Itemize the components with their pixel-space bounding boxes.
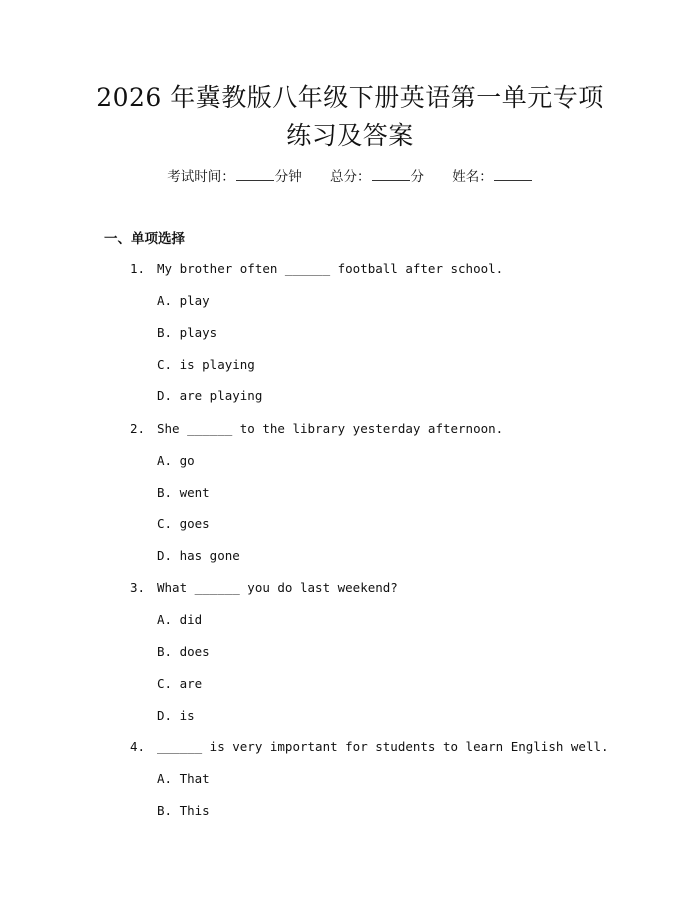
answer-option: B. plays bbox=[157, 325, 218, 340]
question-text: ______ is very important for students to learn English well. bbox=[157, 739, 609, 754]
exam-info-line bbox=[0, 166, 700, 188]
exam-time-unit: 分钟 bbox=[274, 169, 302, 185]
answer-option: C. is playing bbox=[157, 357, 255, 372]
document-title-line-2: 练习及答案 bbox=[286, 121, 414, 150]
question-number: 1. bbox=[130, 261, 146, 276]
question-text: She ______ to the library yesterday afternoon. bbox=[157, 421, 504, 436]
question-number: 3. bbox=[130, 580, 146, 595]
answer-option: B. went bbox=[157, 485, 210, 500]
total-score-unit: 分 bbox=[410, 169, 424, 185]
question-text: What ______ you do last weekend? bbox=[157, 580, 398, 595]
question-number: 2. bbox=[130, 421, 146, 436]
student-name-blank bbox=[494, 166, 532, 181]
answer-option: C. goes bbox=[157, 516, 210, 531]
answer-option: C. are bbox=[157, 676, 203, 691]
question-text: My brother often ______ football after school. bbox=[157, 261, 504, 276]
total-score-field bbox=[330, 169, 424, 185]
answer-option: D. has gone bbox=[157, 548, 240, 563]
exam-time-field bbox=[167, 169, 302, 185]
student-name-field bbox=[452, 169, 533, 185]
exam-time-label: 考试时间： bbox=[167, 169, 235, 185]
question-number: 4. bbox=[130, 739, 146, 754]
student-name-label: 姓名： bbox=[452, 169, 493, 185]
document-title-line-1: 2026 年冀教版八年级下册英语第一单元专项 bbox=[96, 83, 604, 112]
answer-option: B. does bbox=[157, 644, 210, 659]
total-score-label: 总分： bbox=[330, 169, 371, 185]
exam-time-blank bbox=[236, 166, 274, 181]
answer-option: B. This bbox=[157, 803, 210, 818]
section-heading: 一、单项选择 bbox=[104, 231, 185, 247]
answer-option: D. are playing bbox=[157, 388, 263, 403]
total-score-blank bbox=[372, 166, 410, 181]
answer-option: A. That bbox=[157, 771, 210, 786]
answer-option: A. did bbox=[157, 612, 203, 627]
answer-option: A. play bbox=[157, 293, 210, 308]
answer-option: A. go bbox=[157, 453, 195, 468]
answer-option: D. is bbox=[157, 708, 195, 723]
